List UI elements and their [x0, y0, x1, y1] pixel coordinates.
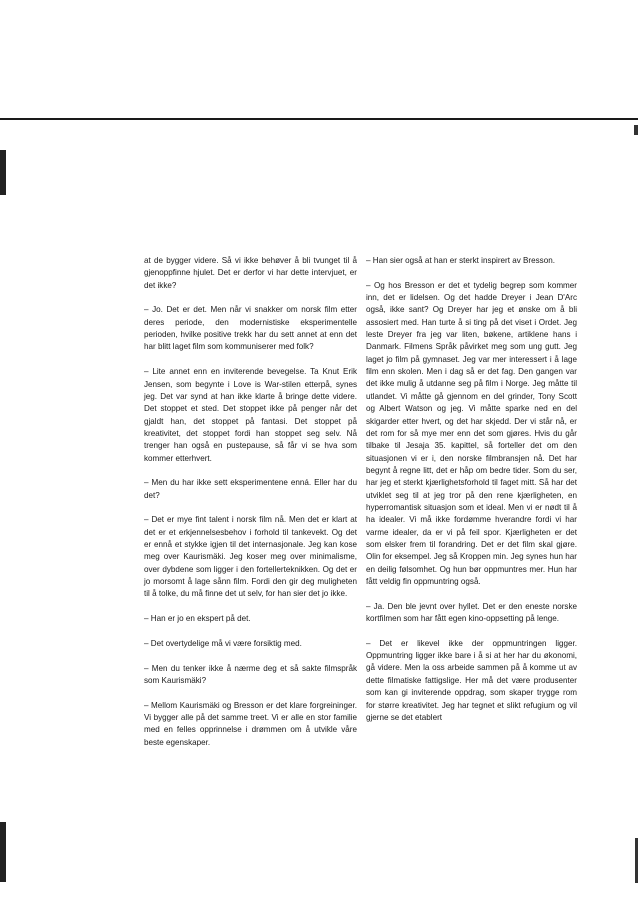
paragraph: – Og hos Bresson er det et tydelig begrep som kommer inn, det er lidelsen. Og det hadde Dreyer i Jean D'Arc også, ikke sant? Og Dreyer har jeg et ønske om å bli assosiert med. Han turte å si ting på det viset i Ordet. Jeg leste Dreyer fra jeg var liten, bøkene, artiklene hans i Danmark. Filmens Språk påvirket meg som ung gutt. Jeg laget jo film på gymnaset. Jeg var mer interessert i å lage film enn skolen. Men i dag så er det fag. Den gangen var det ikke mulig å utdanne seg på film i Norge. Jeg måtte til utlandet. Vi måtte gå gjennom en del grinder, Tony Scott og Albert Watson og jeg. Vi måtte sparke ned en del skigarder etter hvert, og det har skjedd. Der vi står nå, er det rom for så mye mer enn det som gjøres. Hvis du går tilbake til Jesaja 35. kapittel, så forteller det om den situasjonen vi er i, den norske filmbransjen nå. Det har begynt å regne litt, det er håp om bedre tider. Som du ser, har jeg et sterkt kjærlighetsforhold til faget mitt. Så har det utviklet seg til at jeg tror på den rene kjærligheten, en hyperromantisk situasjon som et ideal. Men vi er nødt til å ha idealer. Vi må ikke fordømme hverandre fordi vi har varme idealer, da er vi på feil spor. Kjærligheten er det som elsker frem til forandring. Det er det film skal gjøre. Olin for eksempel. Jeg så Kroppen min. Jeg synes hun har en deilig følsomhet. Og hun bør oppmuntres mer. Hun har fått veldig fin oppmuntring også.	[366, 280, 577, 586]
binding-edge-mark	[0, 822, 6, 882]
scan-edge-mark	[634, 125, 638, 135]
paragraph: at de bygger videre. Så vi ikke behøver å bli tvunget til å gjenoppfinne hjulet. Det er derfor vi har dette intervjuet, er det ikke?	[144, 256, 357, 290]
paragraph: – Jo. Det er det. Men når vi snakker om norsk film etter deres periode, den modernistiske eksperimentelle perioden, hvilke positive trekk har du sett annet at enn det har blitt laget film som kommuniserer med folk?	[144, 305, 357, 352]
paragraph: – Det er likevel ikke der oppmuntringen ligger. Oppmuntring ligger ikke bare i å si at her har du økonomi, gå videre. Men la oss arbeide sammen på å komme ut av dette filmatiske fattigslige. Her må det være produsenter som kan gi inviterende oppdrag, som skaper trygge rom for større kreativitet. Jeg har tegnet et slikt refugium og vil gjerne se det etablert	[366, 638, 577, 722]
left-text-column	[144, 255, 357, 749]
scanner-top-band	[0, 0, 638, 118]
paragraph: – Men du tenker ikke å nærme deg et så sakte filmspråk som Kaurismäki?	[144, 663, 357, 686]
paragraph: – Han er jo en ekspert på det.	[144, 614, 251, 624]
paragraph: – Mellom Kaurismäki og Bresson er det klare forgreininger. Vi bygger alle på det samme treet. Vi er alle en stor familie med en felles opprinnelse i drømmen om å utvikle våre beste egenskaper.	[144, 700, 357, 747]
right-text-column	[366, 255, 577, 724]
paragraph: – Lite annet enn en inviterende bevegelse. Ta Knut Erik Jensen, som begynte i Love is War-stilen etterpå, synes jeg. Det var synd at han ikke klarte å bringe dette videre. Det stoppet et sted. Det stoppet ikke på penger når det gjaldt han, det stoppet på fantasi. Det stoppet på kreativitet, det stoppet fordi han stoppet seg selv. Nå trenger han også en pustepause, så får vi se hva som kommer etterhvert.	[144, 367, 357, 463]
paragraph: – Han sier også at han er sterkt inspirert av Bresson.	[366, 256, 555, 265]
paragraph: – Det overtydelige må vi være forsiktig med.	[144, 638, 302, 648]
binding-edge-mark	[0, 150, 6, 195]
paragraph: – Men du har ikke sett eksperimentene enná. Eller har du det?	[144, 478, 357, 500]
paragraph: – Det er mye fint talent i norsk film nå. Men det er klart at det er et erkjennelsesbehov i forhold til tankevekt. Og det er ennå et stykke igjen til det internasjonale. Jeg kan kose meg over Kaurismäki. Jeg koser meg over minimalisme, over dybdene som ligger i den fortellerteknikken. Og det er jo morsomt å lage sånn film. Fordi den gir deg muligheten til å tolke, du må finne det ut selv, for han sier det jo ikke.	[144, 515, 357, 599]
paragraph: – Ja. Den ble jevnt over hyllet. Det er den eneste norske kortfilmen som har fått egen kino-oppsetting på lenge.	[366, 601, 577, 624]
